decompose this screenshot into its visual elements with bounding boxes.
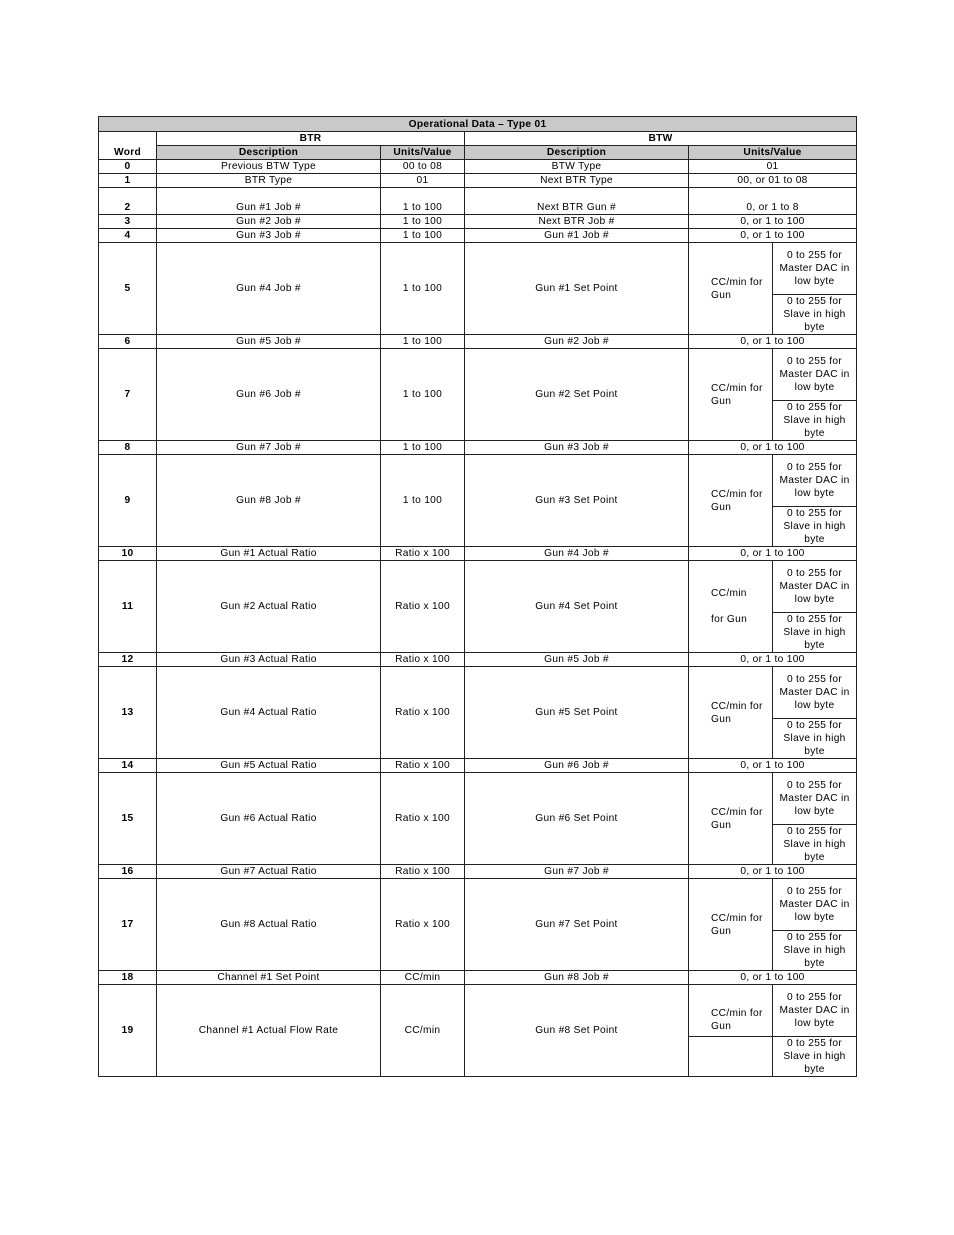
word-cell: 7 [99,349,157,441]
btw-description-cell: Gun #2 Job # [465,335,689,349]
btw-units-cell: 00, or 01 to 08 [689,174,857,188]
cc-unit-label: CC/min for Gun [689,349,773,441]
btw-units-cell: 0, or 1 to 100 [689,759,857,773]
word-cell: 18 [99,971,157,985]
slave-dac-cell: 0 to 255 for Slave in high byte [773,295,857,335]
table-row [99,971,857,985]
word-cell: 0 [99,160,157,174]
btr-units-cell: 1 to 100 [381,215,465,229]
btr-units-cell: Ratio x 100 [381,547,465,561]
table-row [99,335,857,349]
operational-data-table [98,116,857,1077]
btr-description-header: Description [157,146,381,160]
master-dac-cell: 0 to 255 for Master DAC in low byte [773,879,857,931]
btr-units-cell: 1 to 100 [381,243,465,335]
btr-description-cell: Gun #3 Job # [157,229,381,243]
table-row [99,243,857,295]
btw-units-cell: 0, or 1 to 100 [689,547,857,561]
table-row [99,879,857,931]
btr-units-cell: 1 to 100 [381,229,465,243]
btw-units-header: Units/Value [689,146,857,160]
slave-dac-cell: 0 to 255 for Slave in high byte [773,613,857,653]
btr-description-cell: Gun #6 Job # [157,349,381,441]
word-cell: 11 [99,561,157,653]
btw-description-cell: Gun #8 Job # [465,971,689,985]
btw-description-cell: Gun #7 Job # [465,865,689,879]
btr-units-cell: Ratio x 100 [381,865,465,879]
word-cell: 3 [99,215,157,229]
btr-units-cell: 01 [381,174,465,188]
word-cell: 5 [99,243,157,335]
cc-unit-label: CC/min for Gun [689,879,773,971]
table-row [99,561,857,613]
btr-description-cell: Gun #2 Actual Ratio [157,561,381,653]
table-row [99,667,857,719]
btr-units-cell: CC/min [381,971,465,985]
btr-units-cell: CC/min [381,985,465,1077]
word-cell: 10 [99,547,157,561]
btr-description-cell: Gun #4 Actual Ratio [157,667,381,759]
btw-units-cell: 0, or 1 to 100 [689,335,857,349]
master-dac-cell: 0 to 255 for Master DAC in low byte [773,243,857,295]
table-row [99,349,857,401]
btw-description-cell: Gun #3 Job # [465,441,689,455]
btr-description-cell: Gun #3 Actual Ratio [157,653,381,667]
btw-description-header: Description [465,146,689,160]
btw-description-cell: Gun #3 Set Point [465,455,689,547]
btr-header: BTR [157,132,465,146]
btr-units-header: Units/Value [381,146,465,160]
slave-dac-cell: 0 to 255 for Slave in high byte [773,401,857,441]
table-row [99,160,857,174]
word-cell: 14 [99,759,157,773]
word-cell: 4 [99,229,157,243]
btr-description-cell: Gun #5 Job # [157,335,381,349]
btw-units-cell: 0, or 1 to 100 [689,653,857,667]
btr-units-cell: 1 to 100 [381,349,465,441]
btr-description-cell: Gun #7 Job # [157,441,381,455]
btw-description-cell: Next BTR Type [465,174,689,188]
master-dac-cell: 0 to 255 for Master DAC in low byte [773,985,857,1037]
master-dac-cell: 0 to 255 for Master DAC in low byte [773,773,857,825]
table-row [99,229,857,243]
master-dac-cell: 0 to 255 for Master DAC in low byte [773,667,857,719]
btr-description-cell: Gun #1 Actual Ratio [157,547,381,561]
btr-description-cell: Gun #2 Job # [157,215,381,229]
btw-description-cell: Gun #6 Job # [465,759,689,773]
btr-description-cell: Gun #1 Job # [157,188,381,215]
btr-units-cell: Ratio x 100 [381,653,465,667]
slave-dac-cell: 0 to 255 for Slave in high byte [773,507,857,547]
table-row [99,215,857,229]
btw-units-cell: 0, or 1 to 100 [689,441,857,455]
word-cell: 9 [99,455,157,547]
master-dac-cell: 0 to 255 for Master DAC in low byte [773,561,857,613]
master-dac-cell: 0 to 255 for Master DAC in low byte [773,455,857,507]
btw-units-cell: 01 [689,160,857,174]
btr-description-cell: Channel #1 Set Point [157,971,381,985]
btr-units-cell: Ratio x 100 [381,879,465,971]
word-cell: 8 [99,441,157,455]
btr-description-cell: Channel #1 Actual Flow Rate [157,985,381,1077]
btr-description-cell: Gun #8 Actual Ratio [157,879,381,971]
btw-description-cell: BTW Type [465,160,689,174]
btr-description-cell: Gun #6 Actual Ratio [157,773,381,865]
btw-units-cell: 0, or 1 to 100 [689,229,857,243]
btr-units-cell: Ratio x 100 [381,667,465,759]
cc-unit-label: CC/min for Gun [689,773,773,865]
word-cell: 6 [99,335,157,349]
btw-description-cell: Gun #1 Job # [465,229,689,243]
btw-units-cell: 0, or 1 to 100 [689,865,857,879]
word-cell: 2 [99,188,157,215]
slave-dac-cell: 0 to 255 for Slave in high byte [773,1037,857,1077]
word-cell: 17 [99,879,157,971]
slave-dac-cell: 0 to 255 for Slave in high byte [773,825,857,865]
btr-units-cell: 1 to 100 [381,441,465,455]
slave-dac-cell: 0 to 255 for Slave in high byte [773,931,857,971]
table-row [99,865,857,879]
btw-description-cell: Gun #6 Set Point [465,773,689,865]
cc-unit-label: CC/min for Gun [689,667,773,759]
cc-unit-label: CC/min for Gun [689,985,773,1037]
btr-units-cell: Ratio x 100 [381,773,465,865]
table-row [99,441,857,455]
btr-description-cell: Previous BTW Type [157,160,381,174]
table-row [99,188,857,215]
word-cell: 19 [99,985,157,1077]
word-cell: 16 [99,865,157,879]
cc-unit-label: CC/min for Gun [689,455,773,547]
btw-description-cell: Gun #4 Job # [465,547,689,561]
btw-description-cell: Gun #2 Set Point [465,349,689,441]
table-row [99,759,857,773]
btw-units-cell: 0, or 1 to 100 [689,971,857,985]
master-dac-cell: 0 to 255 for Master DAC in low byte [773,349,857,401]
btw-description-cell: Gun #7 Set Point [465,879,689,971]
table-row [99,547,857,561]
btr-description-cell: BTR Type [157,174,381,188]
btr-description-cell: Gun #7 Actual Ratio [157,865,381,879]
btw-description-cell: Gun #8 Set Point [465,985,689,1077]
table-row [99,455,857,507]
table-title: Operational Data – Type 01 [99,117,857,132]
btr-units-cell: 1 to 100 [381,455,465,547]
slave-dac-cell: 0 to 255 for Slave in high byte [773,719,857,759]
btr-units-cell: Ratio x 100 [381,759,465,773]
btr-description-cell: Gun #5 Actual Ratio [157,759,381,773]
btr-units-cell: 1 to 100 [381,335,465,349]
btw-header: BTW [465,132,857,146]
btw-description-cell: Gun #5 Set Point [465,667,689,759]
btw-description-cell: Next BTR Job # [465,215,689,229]
word-cell: 12 [99,653,157,667]
btr-description-cell: Gun #8 Job # [157,455,381,547]
table-row [99,773,857,825]
btw-description-cell: Gun #5 Job # [465,653,689,667]
btr-units-cell: 00 to 08 [381,160,465,174]
word-header: Word [99,132,157,160]
btw-units-cell: 0, or 1 to 8 [689,188,857,215]
cc-unit-label: CC/min for Gun [689,561,773,653]
table-row [99,985,857,1037]
btw-description-cell: Next BTR Gun # [465,188,689,215]
word-cell: 1 [99,174,157,188]
btw-description-cell: Gun #4 Set Point [465,561,689,653]
word-cell: 13 [99,667,157,759]
cc-unit-label: CC/min for Gun [689,243,773,335]
btr-units-cell: Ratio x 100 [381,561,465,653]
word-cell: 15 [99,773,157,865]
btw-description-cell: Gun #1 Set Point [465,243,689,335]
empty-cell [689,1037,773,1077]
table-row [99,174,857,188]
btw-units-cell: 0, or 1 to 100 [689,215,857,229]
btr-description-cell: Gun #4 Job # [157,243,381,335]
table-row [99,653,857,667]
btr-units-cell: 1 to 100 [381,188,465,215]
